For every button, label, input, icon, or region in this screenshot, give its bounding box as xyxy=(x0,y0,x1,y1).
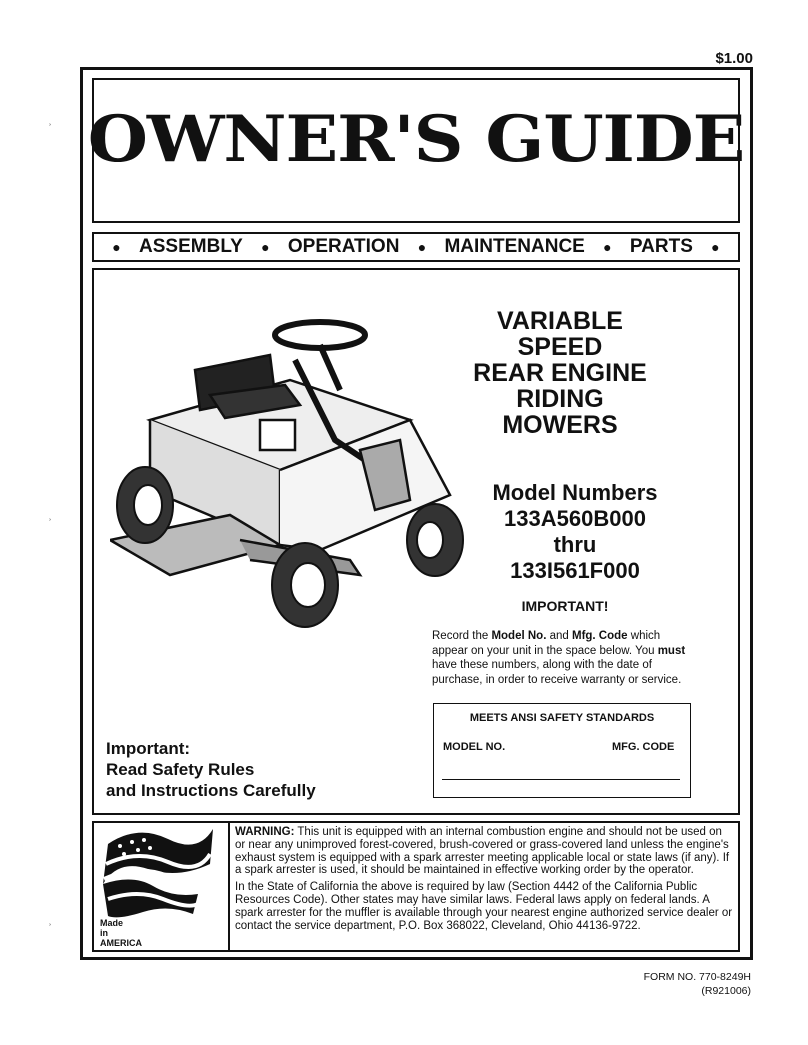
model-numbers-label: Model Numbers xyxy=(492,480,658,505)
product-title-line: VARIABLE xyxy=(497,307,623,335)
safety-notice-line: and Instructions Carefully xyxy=(106,781,316,800)
model-no-label: MODEL NO. xyxy=(443,741,506,753)
bullet-icon: ● xyxy=(261,239,270,255)
scan-mark: ˒ xyxy=(48,510,52,524)
american-flag-icon xyxy=(98,824,218,919)
model-range-thru: thru xyxy=(553,532,597,557)
riding-mower-illustration xyxy=(110,300,470,630)
topic-assembly: ASSEMBLY xyxy=(139,236,243,257)
form-entry-line xyxy=(442,779,680,780)
price: $1.00 xyxy=(715,50,753,67)
warning-paragraph-1: WARNING: This unit is equipped with an internal combustion engine and should not be used on or near any unimproved forest-covered, brush-covered or grass-covered land unless the engine's exhaust system is equipped with a spark arrester meeting applicable local or state laws (if any). If a spark arrester is used, it should be maintained in effective working order by the operator. xyxy=(235,826,730,877)
product-title-line: SPEED xyxy=(517,333,603,361)
topic-parts: PARTS xyxy=(629,236,693,257)
safety-notice-line: Important: xyxy=(106,739,191,758)
page-title: OWNER'S GUIDE xyxy=(87,102,745,177)
topic-operation: OPERATION xyxy=(287,236,400,257)
topics-bar xyxy=(92,232,740,262)
model-number-to: 133I561F000 xyxy=(510,558,640,583)
bullet-icon: ● xyxy=(711,239,720,255)
scan-mark: ˒ xyxy=(48,115,52,129)
warning-paragraph-2: In the State of California the above is required by law (Section 4442 of the California Public Resources Code). Other states may have similar laws. Federal laws apply on federal lands. A spark arrester for the muffler is available through your nearest engine authorized service dealer or contact the service department, P.O. Box 368022, Cleveland, Ohio 44136-9722. xyxy=(235,881,733,932)
warning-divider xyxy=(228,821,230,952)
product-title-line: RIDING xyxy=(516,385,604,413)
scan-mark: ˒ xyxy=(48,915,52,929)
warning-text xyxy=(235,826,733,936)
product-title xyxy=(440,308,680,438)
made-in-america-label: Made in AMERICA xyxy=(100,918,142,948)
model-numbers xyxy=(440,480,710,584)
safety-notice-line: Read Safety Rules xyxy=(106,760,255,779)
bullet-icon: ● xyxy=(112,239,121,255)
form-number: FORM NO. 770-8249H (R921006) xyxy=(643,971,751,997)
model-number-from: 133A560B000 xyxy=(504,506,646,531)
bullet-icon: ● xyxy=(603,239,612,255)
safety-rules-notice xyxy=(106,738,316,801)
product-title-line: MOWERS xyxy=(502,411,618,439)
mfg-code-label: MFG. CODE xyxy=(612,741,675,753)
product-title-line: REAR ENGINE xyxy=(473,359,647,387)
ansi-standards-label: MEETS ANSI SAFETY STANDARDS xyxy=(469,712,655,724)
bullet-icon: ● xyxy=(417,239,427,255)
important-heading: IMPORTANT! xyxy=(521,598,609,614)
record-instructions: Record the Model No. and Mfg. Code which appear on your unit in the space below. You must have these numbers, along with the date of purchase, in order to receive warranty or service. xyxy=(432,630,686,686)
topic-maintenance: MAINTENANCE xyxy=(444,236,585,257)
